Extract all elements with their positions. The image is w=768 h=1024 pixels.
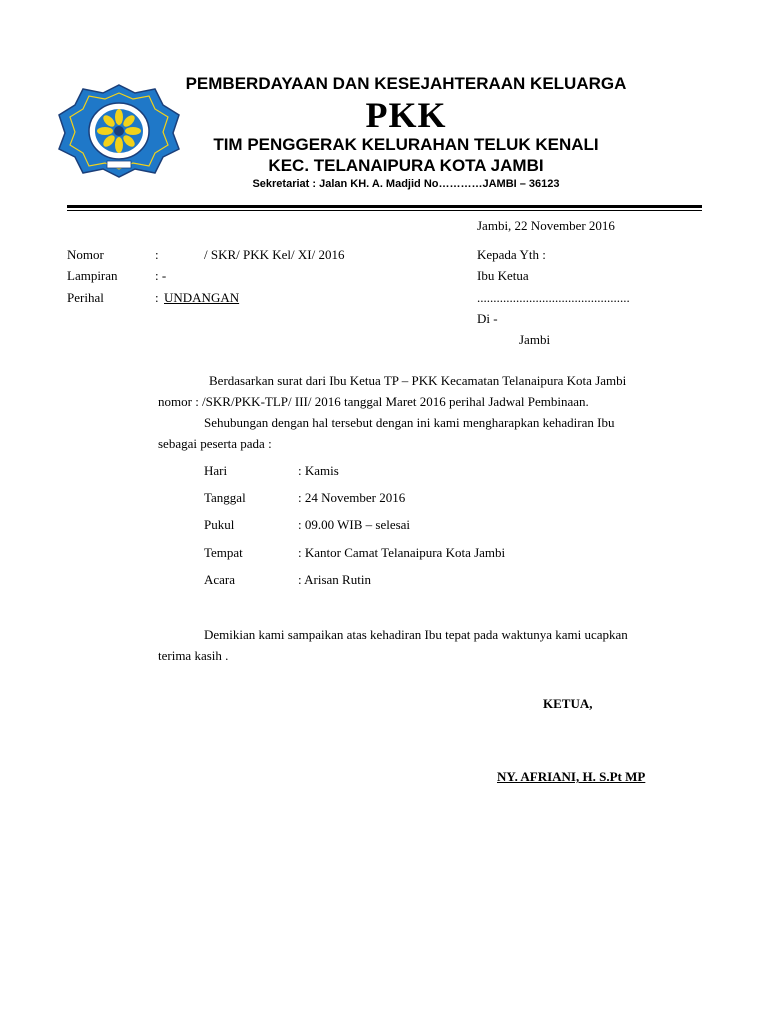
paragraph-2-line-1: Sehubungan dengan hal tersebut dengan ini kami mengharapkan kehadiran Ibu [204,415,615,430]
paragraph-1-line-2: nomor : /SKR/PKK-TLP/ III/ 2016 tanggal Maret 2016 perihal Jadwal Pembinaan. [158,394,589,409]
nomor-value: / SKR/ PKK Kel/ XI/ 2016 [204,247,345,262]
lampiran-value: : - [155,268,167,283]
detail-value: : Arisan Rutin [298,572,371,587]
header-divider-thick [67,205,702,208]
letterhead-title: PKK [365,95,447,135]
paragraph-3-line-2: terima kasih . [158,648,229,663]
recipient-line-4: Di - [477,311,498,326]
detail-label: Hari [204,463,228,478]
letterhead-line-3: TIM PENGGERAK KELURAHAN TELUK KENALI [213,135,599,154]
detail-value: : Kantor Camat Telanaipura Kota Jambi [298,545,506,560]
perihal-value: UNDANGAN [164,290,240,305]
perihal-colon: : [155,290,159,305]
paragraph-2-line-2: sebagai peserta pada : [158,436,272,451]
letterhead-address: Sekretariat : Jalan KH. A. Madjid No…………JAMBI – 36123 [252,178,560,190]
perihal-label: Perihal [67,290,104,305]
detail-label: Tanggal [204,490,246,505]
letterhead-line-1: PEMBERDAYAAN DAN KESEJAHTERAAN KELUARGA [185,74,627,93]
recipient-line-2: Ibu Ketua [477,268,529,283]
detail-label: Pukul [204,517,235,532]
lampiran-label: Lampiran [67,268,118,283]
nomor-colon: : [155,247,159,262]
letter-date: Jambi, 22 November 2016 [477,218,615,233]
recipient-line-5: Jambi [519,332,551,347]
detail-value: : 09.00 WIB – selesai [298,517,411,532]
paragraph-1-line-1: Berdasarkan surat dari Ibu Ketua TP – PKK Kecamatan Telanaipura Kota Jambi [209,373,627,388]
recipient-line-3: ............................................... [477,290,630,305]
detail-value: : Kamis [298,463,339,478]
detail-value: : 24 November 2016 [298,490,406,505]
signature-name: NY. AFRIANI, H. S.Pt MP [497,769,646,784]
header-divider-thin [67,210,702,211]
recipient-line-1: Kepada Yth : [477,247,546,262]
detail-label: Tempat [204,545,243,560]
paragraph-3-line-1: Demikian kami sampaikan atas kehadiran Ibu tepat pada waktunya kami ucapkan [204,627,628,642]
letterhead-line-4: KEC. TELANAIPURA KOTA JAMBI [268,156,544,175]
nomor-label: Nomor [67,247,104,262]
signature-title: KETUA, [543,696,593,711]
detail-label: Acara [204,572,236,587]
